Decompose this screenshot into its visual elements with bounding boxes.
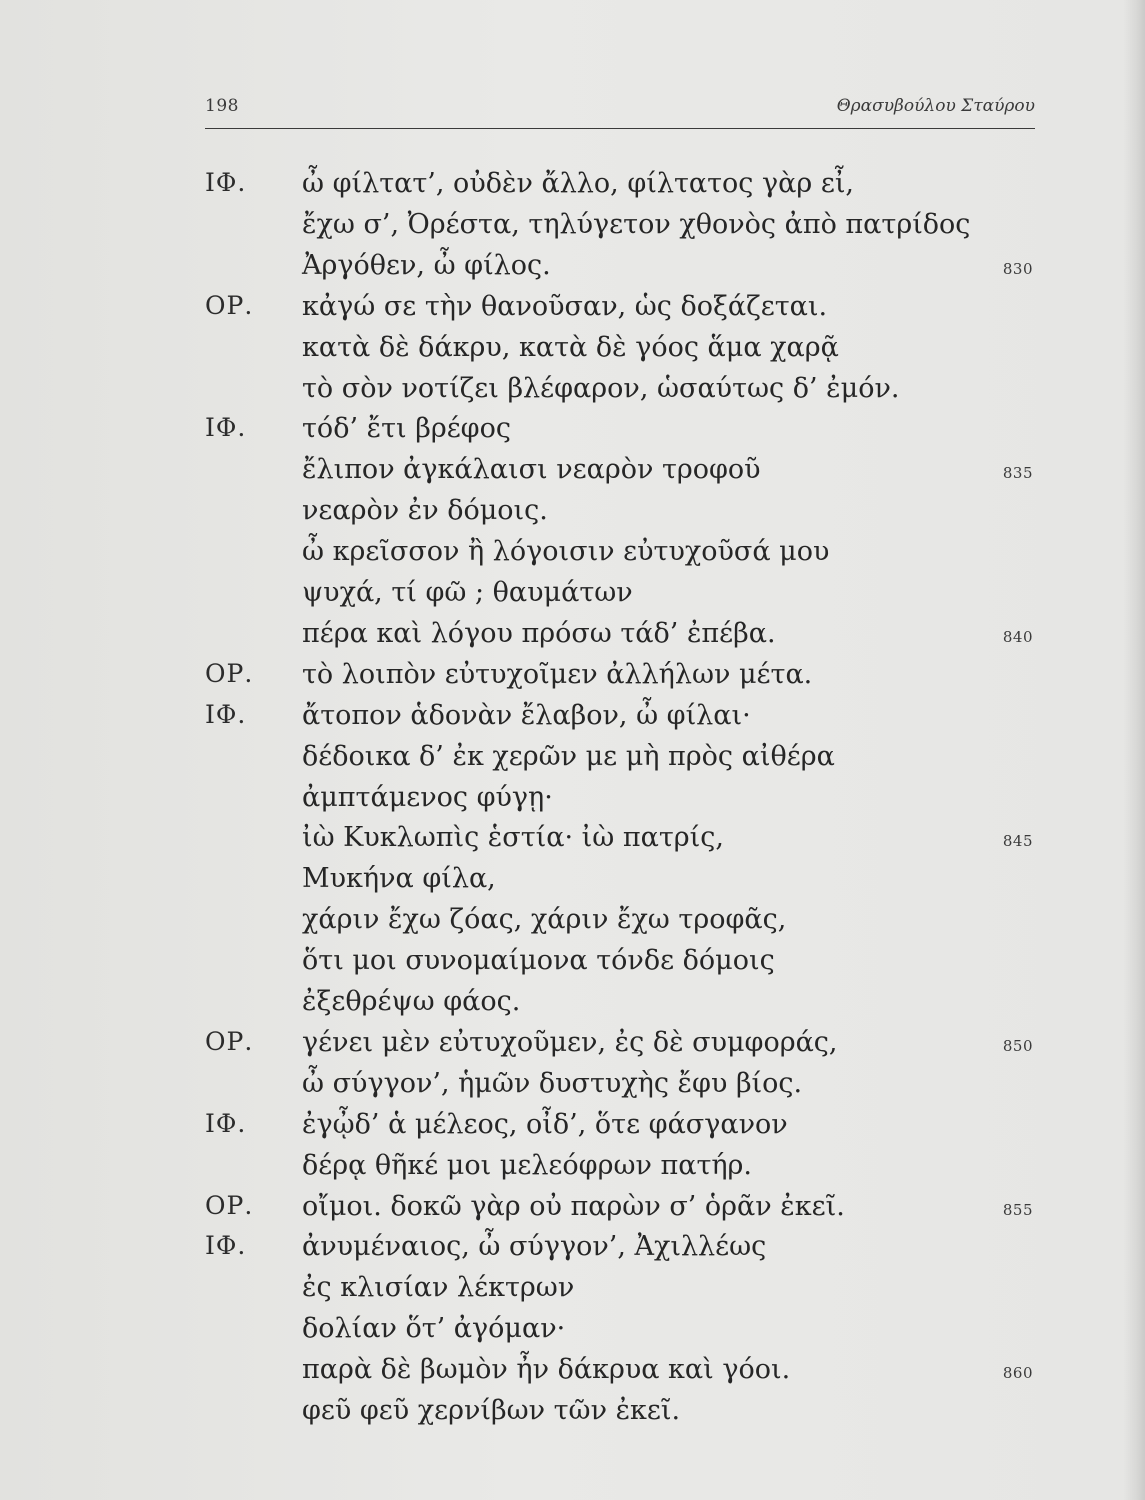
verse-line bbox=[0, 741, 1145, 781]
verse-line-text: Ἀργόθεν, ὦ φίλος. bbox=[302, 249, 551, 281]
line-number: 840 bbox=[1002, 627, 1033, 646]
verse-line-text: χάριν ἔχω ζόας, χάριν ἔχω τροφᾶς, bbox=[302, 904, 787, 936]
verse-line-text: κατὰ δὲ δάκρυ, κατὰ δὲ γόος ἅμα χαρᾷ bbox=[302, 331, 839, 363]
verse-line bbox=[0, 332, 1145, 372]
verse-line bbox=[0, 1109, 1145, 1149]
verse-line bbox=[0, 1150, 1145, 1190]
speaker-label: ΙΦ. bbox=[205, 1231, 247, 1261]
verse-line-text: δέρᾳ θῆκέ μοι μελεόφρων πατήρ. bbox=[302, 1149, 753, 1181]
verse-line bbox=[0, 1068, 1145, 1108]
verse-line bbox=[0, 822, 1145, 862]
verse-line-text: δέδοικα δ’ ἐκ χερῶν με μὴ πρὸς αἰθέρα bbox=[302, 740, 835, 772]
line-number: 845 bbox=[1002, 832, 1033, 851]
verse-line-text: γένει μὲν εὐτυχοῦμεν, ἐς δὲ συμφοράς, bbox=[302, 1026, 838, 1058]
verse-line-text: φεῦ φεῦ χερνίβων τῶν ἐκεῖ. bbox=[302, 1395, 681, 1426]
verse-line bbox=[0, 168, 1145, 208]
verse-line-text: κἀγώ σε τὴν θανοῦσαν, ὡς δοξάζεται. bbox=[302, 290, 828, 322]
verse-line bbox=[0, 373, 1145, 413]
verse-line-text: ἐς κλισίαν λέκτρων bbox=[302, 1272, 575, 1304]
verse-line-text: ἔλιπον ἀγκάλαισι νεαρὸν τροφοῦ bbox=[302, 454, 761, 486]
verse-line-text: πέρα καὶ λόγου πρόσω τάδ’ ἐπέβα. bbox=[302, 617, 776, 649]
verse-line-text: τόδ’ ἔτι βρέφος bbox=[302, 413, 511, 445]
verse-line bbox=[0, 782, 1145, 822]
line-number: 850 bbox=[1002, 1036, 1033, 1055]
verse-line bbox=[0, 1354, 1145, 1394]
verse-line-text: δολίαν ὅτ’ ἀγόμαν· bbox=[302, 1313, 566, 1345]
verse-line bbox=[0, 291, 1145, 331]
verse-line-text: ἀμπτάμενος φύγῃ· bbox=[302, 781, 553, 813]
verse-line bbox=[0, 250, 1145, 290]
verse-line bbox=[0, 209, 1145, 249]
verse-line-text: τὸ σὸν νοτίζει βλέφαρον, ὡσαύτως δ’ ἐμόν. bbox=[302, 372, 900, 404]
speaker-label: ΟΡ. bbox=[205, 290, 254, 320]
verse-line bbox=[0, 863, 1145, 903]
verse-line bbox=[0, 536, 1145, 576]
speaker-label: ΟΡ. bbox=[205, 1190, 254, 1220]
line-number: 855 bbox=[1002, 1200, 1033, 1219]
verse-line-text: οἴμοι. δοκῶ γὰρ οὐ παρὼν σ’ ὁρᾶν ἐκεῖ. bbox=[302, 1190, 845, 1222]
verse-line-text: ὦ φίλτατ’, οὐδὲν ἄλλο, φίλτατος γὰρ εἶ, bbox=[302, 168, 854, 199]
verse-line-text: ὦ σύγγον’, ἡμῶν δυστυχὴς ἔφυ βίος. bbox=[302, 1067, 803, 1099]
verse-line bbox=[0, 904, 1145, 944]
line-number: 860 bbox=[1002, 1364, 1033, 1383]
line-number: 830 bbox=[1002, 259, 1033, 278]
verse-line-text: νεαρὸν ἐν δόμοις. bbox=[302, 495, 548, 527]
verse-line bbox=[0, 454, 1145, 494]
verse-line-text: ψυχά, τί φῶ ; θαυμάτων bbox=[302, 577, 633, 608]
verse-line bbox=[0, 945, 1145, 985]
verse-line-text: ὅτι μοι συνομαίμονα τόνδε δόμοις bbox=[302, 945, 775, 977]
page-number: 198 bbox=[205, 96, 239, 116]
verse-line bbox=[0, 1313, 1145, 1353]
verse-line bbox=[0, 1395, 1145, 1435]
line-number: 835 bbox=[1002, 464, 1033, 483]
verse-line bbox=[0, 413, 1145, 453]
verse-line-text: ἐξεθρέψω φάος. bbox=[302, 986, 521, 1017]
verse-line bbox=[0, 577, 1145, 617]
verse-line-text: ἰὼ Κυκλωπὶς ἑστία· ἰὼ πατρίς, bbox=[302, 822, 724, 854]
verse-line bbox=[0, 700, 1145, 740]
verse-line bbox=[0, 659, 1145, 699]
speaker-label: ΙΦ. bbox=[205, 413, 247, 443]
verse-line bbox=[0, 1191, 1145, 1231]
speaker-label: ΙΦ. bbox=[205, 168, 247, 197]
verse-line-text: ἀνυμέναιος, ὦ σύγγον’, Ἀχιλλέως bbox=[302, 1231, 767, 1263]
speaker-label: ΙΦ. bbox=[205, 699, 247, 729]
verse-line-text: Μυκήνα φίλα, bbox=[302, 863, 496, 895]
speaker-label: ΟΡ. bbox=[205, 1026, 254, 1056]
verse-line bbox=[0, 495, 1145, 535]
verse-line-text: ἐγᾦδ’ ἁ μέλεος, οἶδ’, ὅτε φάσγανον bbox=[302, 1108, 788, 1140]
verse-line-text: ἔχω σ’, Ὀρέστα, τηλύγετον χθονὸς ἀπὸ πατρίδος bbox=[302, 208, 971, 240]
speaker-label: ΟΡ. bbox=[205, 658, 254, 688]
verse-line bbox=[0, 1272, 1145, 1312]
verse-line-text: τὸ λοιπὸν εὐτυχοῖμεν ἀλλήλων μέτα. bbox=[302, 658, 813, 690]
verse-line bbox=[0, 1027, 1145, 1067]
speaker-label: ΙΦ. bbox=[205, 1108, 247, 1138]
verse-line bbox=[0, 618, 1145, 658]
verse-line-text: ὦ κρεῖσσον ἢ λόγοισιν εὐτυχοῦσά μου bbox=[302, 536, 830, 568]
running-head: Θρασυβούλου Σταύρου bbox=[836, 96, 1035, 116]
verse-line-text: ἄτοπον ἁδονὰν ἔλαβον, ὦ φίλαι· bbox=[302, 699, 751, 731]
verse-line-text: παρὰ δὲ βωμὸν ἦν δάκρυα καὶ γόοι. bbox=[302, 1354, 791, 1386]
verse-line bbox=[0, 1231, 1145, 1271]
verse-line bbox=[0, 986, 1145, 1026]
